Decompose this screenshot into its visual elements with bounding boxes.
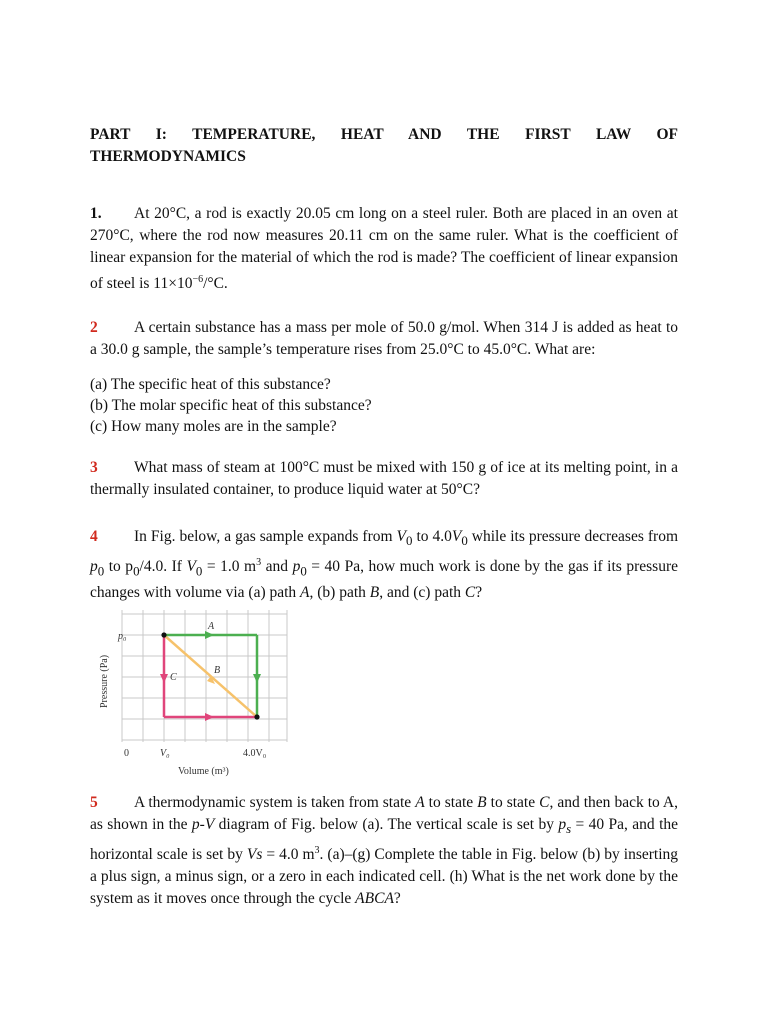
problem-4-text: = 40 Pa, how much work is done by the gas if its pressure changes with volume via (a) path: [90, 558, 678, 602]
problem-5-text: diagram of Fig. below (a). The vertical scale is set by: [214, 816, 559, 833]
problem-5: [90, 792, 678, 910]
pv-diagram: [90, 604, 295, 784]
problem-3-number: 3: [90, 459, 98, 476]
problem-5-text: A thermodynamic system is taken from state: [134, 794, 416, 811]
problem-2-part-c: (c) How many moles are in the sample?: [90, 418, 337, 435]
x-axis-label: Volume (m³): [178, 766, 229, 777]
problem-4-text: = 1.0 m: [202, 558, 257, 576]
y-axis-label: Pressure (Pa): [99, 654, 110, 708]
path-a-ref: A: [300, 584, 310, 602]
superscript: 3: [256, 557, 262, 569]
problem-3-text: What mass of steam at 100°C must be mixed with 150 g of ice at its melting point, in a thermally insulated container, to produce liquid water at 50°C?: [90, 459, 678, 498]
path-b-label: B: [214, 665, 221, 676]
problem-2-parts: [90, 374, 678, 437]
cycle-ref: ABCA: [355, 890, 394, 908]
problem-1: [90, 203, 678, 295]
v4-tick-label: 4.0V₀: [243, 748, 267, 759]
symbol-v: V: [186, 558, 196, 576]
origin-label: 0: [124, 748, 129, 759]
part-heading: [90, 124, 678, 168]
subscript: 0: [195, 563, 203, 579]
problem-4-number: 4: [90, 528, 98, 545]
problem-1-number: 1.: [90, 205, 102, 222]
final-state-point: [254, 714, 259, 719]
problem-5-text: . (a)–(g) Complete the table in Fig. below (b) by inserting a plus sign, a minus sign, or a zero in each indicated cell. (h) What is the net work done by the system as it moves once through the cycle: [90, 846, 679, 908]
subscript: s: [566, 821, 572, 837]
symbol-p: p: [292, 558, 301, 576]
problem-4-text: /4.0. If: [139, 558, 187, 576]
problem-5-number: 5: [90, 794, 98, 811]
path-a-label: A: [208, 621, 215, 632]
problem-4-text: , and (c) path: [379, 584, 465, 602]
problem-5-text: ?: [393, 890, 401, 908]
problem-4-text: to p: [104, 558, 134, 576]
state-b-ref: B: [477, 794, 487, 811]
subscript: 0: [97, 563, 105, 579]
problem-5-text: = 40 Pa, and the horizontal scale is set by: [90, 816, 679, 864]
pv-ref: p-V: [191, 816, 215, 833]
subscript: 0: [461, 533, 468, 549]
problem-1-tail: /°C.: [203, 275, 228, 293]
subscript: 0: [300, 563, 307, 579]
symbol-vs: Vs: [246, 846, 263, 864]
symbol-p: p: [558, 816, 567, 833]
problem-4: [90, 526, 678, 604]
problem-2: [90, 317, 678, 361]
symbol-v: V: [451, 528, 462, 545]
problem-5-text: , and then back to A, as shown in the: [90, 794, 678, 833]
problem-4-text: to 4.0: [412, 528, 452, 545]
problem-2-text: A certain substance has a mass per mole of 50.0 g/mol. When 314 J is added as heat to a 30.0 g sample, the sample’s temperature rises from 25.0°C to 45.0°C. What are:: [90, 319, 678, 358]
state-c-ref: C: [539, 794, 550, 811]
p0-tick-label: p₀: [118, 631, 127, 642]
problem-5-text: = 4.0 m: [262, 846, 315, 864]
problem-4-text: ?: [475, 584, 483, 602]
problem-5-text: to state: [486, 794, 540, 811]
heading-line-2: THERMODYNAMICS: [90, 148, 246, 165]
heading-line-1: PART I: TEMPERATURE, HEAT AND THE FIRST LAW OF: [90, 126, 678, 143]
subscript: 0: [133, 563, 140, 579]
problem-4-text: while its pressure decreases from: [467, 528, 678, 545]
subscript: 0: [406, 533, 413, 549]
problem-4-text: and: [261, 558, 293, 576]
initial-state-point: [161, 632, 166, 637]
v0-tick-label: V₀: [160, 748, 170, 759]
path-c-label: C: [170, 672, 177, 683]
problem-2-part-a: (a) The specific heat of this substance?: [90, 376, 331, 393]
problem-4-text: , (b) path: [309, 584, 370, 602]
symbol-p: p: [90, 558, 98, 576]
problem-1-text: At 20°C, a rod is exactly 20.05 cm long on a steel ruler. Both are placed in an oven at 270°C, where the rod now measures 20.11 cm on the same ruler. What is the coefficient of linear expansion for the material of which the rod is made? The coefficient of linear expansion of steel is 11×10: [90, 205, 678, 293]
problem-3: [90, 457, 678, 501]
state-a-ref: A: [415, 794, 425, 811]
symbol-v: V: [396, 528, 406, 545]
superscript: 3: [314, 845, 320, 857]
path-c-ref: C: [464, 584, 476, 602]
problem-2-number: 2: [90, 319, 98, 336]
problem-2-part-b: (b) The molar specific heat of this substance?: [90, 397, 372, 414]
problem-1-exponent: −6: [192, 274, 204, 285]
problem-5-text: to state: [424, 794, 478, 811]
pv-diagram-figure: [90, 604, 295, 784]
problem-4-text: In Fig. below, a gas sample expands from: [134, 528, 397, 545]
path-b-ref: B: [369, 584, 380, 602]
